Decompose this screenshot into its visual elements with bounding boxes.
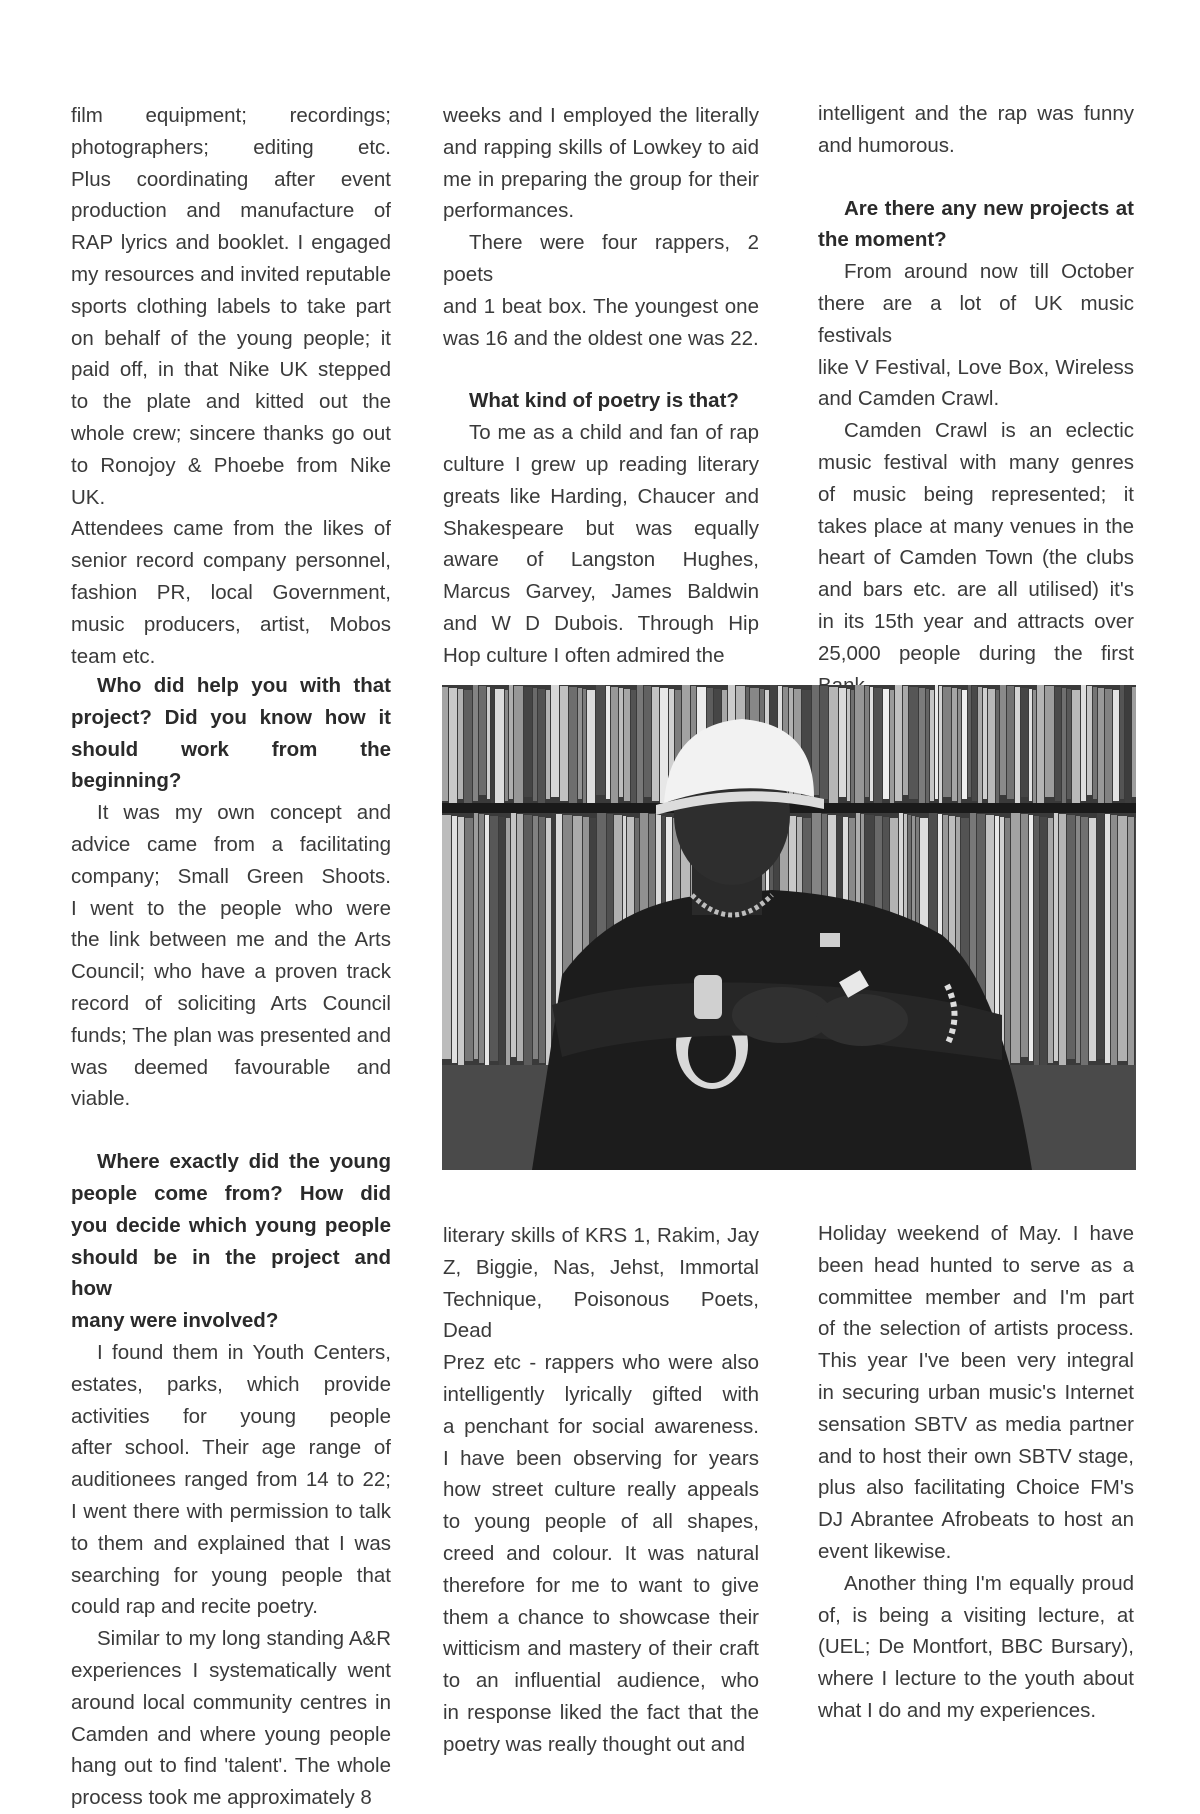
- text-line: and bars etc. are all utilised) it's: [818, 578, 1134, 602]
- text-line: where I lecture to the youth about: [818, 1667, 1134, 1691]
- text-line: aware of Langston Hughes,: [443, 548, 759, 572]
- text-line: poetry was really thought out and: [443, 1732, 745, 1756]
- answer-literary-greats: [443, 417, 759, 671]
- text-line: plus also facilitating Choice FM's: [818, 1476, 1134, 1500]
- text-line: I went to the people who were: [71, 896, 391, 920]
- question-kind-of-poetry: [443, 385, 759, 417]
- text-line: Plus coordinating after event: [71, 167, 391, 191]
- text-line: the moment?: [818, 228, 947, 252]
- text-line: like V Festival, Love Box, Wireless: [818, 355, 1134, 379]
- text-line: heart of Camden Town (the clubs: [818, 546, 1134, 570]
- text-line: I have been observing for years: [443, 1446, 759, 1470]
- text-line: sports clothing labels to take part: [71, 294, 391, 318]
- text-line: many were involved?: [71, 1309, 279, 1333]
- text-line: whole crew; sincere thanks go out: [71, 421, 391, 445]
- text-line: intelligently lyrically gifted with: [443, 1382, 759, 1406]
- text-line: how street culture really appeals: [443, 1478, 759, 1502]
- text-line: to young people of all shapes,: [443, 1510, 759, 1534]
- text-line: Another thing I'm equally proud: [844, 1571, 1134, 1595]
- text-line: hang out to find 'talent'. The whole: [71, 1754, 391, 1778]
- text-line: Marcus Garvey, James Baldwin: [443, 580, 759, 604]
- text-line: could rap and recite poetry.: [71, 1595, 318, 1619]
- text-line: greats like Harding, Chaucer and: [443, 484, 759, 508]
- paragraph-committee: [818, 1218, 1134, 1568]
- text-line: them a chance to showcase their: [443, 1605, 759, 1629]
- text-line: This year I've been very integral: [818, 1349, 1134, 1373]
- text-line: searching for young people that: [71, 1563, 391, 1587]
- text-line: to an influential audience, who: [443, 1669, 759, 1693]
- column-2-top: [443, 100, 759, 672]
- column-1-bottom: [71, 670, 391, 1814]
- text-line: culture I grew up reading literary: [443, 452, 759, 476]
- text-line: performances.: [443, 199, 575, 223]
- text-line: in response liked the fact that the: [443, 1700, 759, 1724]
- text-line: team etc.: [71, 644, 156, 668]
- text-line: It was my own concept and: [97, 801, 391, 825]
- text-line: photographers; editing etc.: [71, 135, 391, 159]
- column-2-bottom: [443, 1220, 759, 1761]
- text-line: music festival with many genres: [818, 450, 1134, 474]
- text-line: Z, Biggie, Nas, Jehst, Immortal: [443, 1255, 759, 1279]
- answer-camden-crawl: [818, 415, 1134, 701]
- text-line: should work from the beginning?: [71, 737, 391, 793]
- text-line: From around now till October: [844, 260, 1134, 284]
- text-line: the link between me and the Arts: [71, 928, 391, 952]
- text-line: project? Did you know how it: [71, 705, 391, 729]
- text-line: auditionees ranged from 14 to 22;: [71, 1468, 391, 1492]
- text-line: after school. Their age range of: [71, 1436, 391, 1460]
- text-line: in securing urban music's Internet: [818, 1380, 1134, 1404]
- text-line: what I do and my experiences.: [818, 1698, 1097, 1722]
- text-line: activities for young people: [71, 1404, 391, 1428]
- text-line: film equipment; recordings;: [71, 104, 391, 127]
- text-line: to the plate and kitted out the: [71, 390, 391, 414]
- text-line: record of soliciting Arts Council: [71, 991, 391, 1015]
- text-line: witticism and mastery of their craft: [443, 1637, 759, 1661]
- text-line: on behalf of the young people; it: [71, 326, 391, 350]
- text-line: RAP lyrics and booklet. I engaged: [71, 231, 391, 255]
- text-line: therefore for me to want to give: [443, 1573, 759, 1597]
- text-line: you decide which young people: [71, 1213, 391, 1237]
- column-3-top: [818, 98, 1134, 701]
- paragraph-krs-rakim: [443, 1220, 759, 1761]
- text-line: of the selection of artists process.: [818, 1317, 1134, 1341]
- text-line: Council; who have a proven track: [71, 960, 391, 984]
- paragraph-rap-humorous: [818, 98, 1134, 162]
- text-line: Shakespeare but was equally: [443, 516, 759, 540]
- text-line: music producers, artist, Mobos: [71, 612, 391, 636]
- text-line: senior record company personnel,: [71, 549, 391, 573]
- text-line: 25,000 people during the first: [818, 641, 1134, 665]
- text-line: to Ronojoy & Phoebe from Nike UK.: [71, 453, 391, 509]
- text-line: Prez etc - rappers who were also: [443, 1351, 759, 1375]
- text-line: in its 15th year and attracts over: [818, 609, 1134, 633]
- text-line: fashion PR, local Government,: [71, 580, 391, 604]
- text-line: been head hunted to serve as a: [818, 1253, 1134, 1277]
- paragraph-lowkey: [443, 100, 759, 227]
- text-line: I went there with permission to talk: [71, 1499, 391, 1523]
- text-line: company; Small Green Shoots.: [71, 864, 391, 888]
- text-line: of, is being a visiting lecture, at: [818, 1603, 1134, 1627]
- question-new-projects: [818, 193, 1134, 257]
- photo-illustration: [442, 685, 1136, 1170]
- text-line: people come from? How did: [71, 1181, 391, 1205]
- answer-youth-centers: [71, 1337, 391, 1623]
- text-line: weeks and I employed the literally: [443, 104, 759, 127]
- text-line: Where exactly did the young: [97, 1150, 391, 1174]
- text-line: of music being represented; it: [818, 482, 1134, 506]
- text-line: production and manufacture of: [71, 199, 391, 223]
- column-1-top: [71, 100, 391, 672]
- text-line: Are there any new projects at: [844, 196, 1134, 220]
- question-who-helped: [71, 670, 391, 797]
- answer-ar-experiences: [71, 1623, 391, 1814]
- text-line: (UEL; De Montfort, BBC Bursary),: [818, 1635, 1134, 1659]
- text-line: was deemed favourable and viable.: [71, 1055, 391, 1111]
- question-where-young-people: [71, 1146, 391, 1337]
- text-line: intelligent and the rap was funny: [818, 102, 1134, 125]
- text-line: I found them in Youth Centers,: [97, 1340, 391, 1364]
- paragraph-rappers-count: [443, 227, 759, 354]
- text-line: to them and explained that I was: [71, 1531, 391, 1555]
- text-line: creed and colour. It was natural: [443, 1541, 759, 1565]
- text-line: literary skills of KRS 1, Rakim, Jay: [443, 1224, 759, 1247]
- text-line: and W D Dubois. Through Hip: [443, 611, 759, 635]
- text-line: Similar to my long standing A&R: [97, 1627, 391, 1651]
- text-line: advice came from a facilitating: [71, 832, 391, 856]
- column-3-bottom: [818, 1218, 1134, 1727]
- answer-festivals: [818, 256, 1134, 415]
- text-line: funds; The plan was presented and: [71, 1023, 391, 1047]
- text-line: and 1 beat box. The youngest one: [443, 294, 759, 318]
- text-line: DJ Abrantee Afrobeats to host an: [818, 1508, 1134, 1532]
- text-line: Technique, Poisonous Poets, Dead: [443, 1287, 759, 1343]
- text-line: and Camden Crawl.: [818, 387, 1000, 411]
- text-line: Who did help you with that: [97, 674, 391, 697]
- text-line: paid off, in that Nike UK stepped: [71, 358, 391, 382]
- text-line: takes place at many venues in the: [818, 514, 1134, 538]
- text-line: and to host their own SBTV stage,: [818, 1444, 1134, 1468]
- text-line: and rapping skills of Lowkey to aid: [443, 135, 759, 159]
- text-line: event likewise.: [818, 1539, 952, 1563]
- portrait-photo: [442, 685, 1136, 1170]
- text-line: a penchant for social awareness.: [443, 1414, 759, 1438]
- text-line: Camden and where young people: [71, 1722, 391, 1746]
- paragraph-intro-continued: [71, 100, 391, 672]
- text-line: Hop culture I often admired the: [443, 643, 725, 667]
- text-line: was 16 and the oldest one was 22.: [443, 326, 759, 350]
- text-line: There were four rappers, 2 poets: [443, 231, 759, 286]
- text-line: my resources and invited reputable: [71, 262, 391, 286]
- text-line: committee member and I'm part: [818, 1285, 1134, 1309]
- text-line: should be in the project and how: [71, 1245, 391, 1301]
- text-line: me in preparing the group for their: [443, 167, 759, 191]
- text-line: Holiday weekend of May. I have: [818, 1222, 1134, 1245]
- paragraph-visiting-lecture: [818, 1568, 1134, 1727]
- text-line: around local community centres in: [71, 1690, 391, 1714]
- text-line: Camden Crawl is an eclectic: [844, 419, 1134, 443]
- text-line: and humorous.: [818, 133, 955, 157]
- text-line: Attendees came from the likes of: [71, 517, 391, 541]
- text-line: sensation SBTV as media partner: [818, 1412, 1134, 1436]
- answer-own-concept: [71, 797, 391, 1115]
- text-line: What kind of poetry is that?: [469, 389, 739, 413]
- text-line: there are a lot of UK music festivals: [818, 291, 1134, 347]
- text-line: experiences I systematically went: [71, 1658, 391, 1682]
- text-line: To me as a child and fan of rap: [469, 421, 759, 445]
- text-line: process took me approximately 8: [71, 1786, 372, 1810]
- text-line: estates, parks, which provide: [71, 1372, 391, 1396]
